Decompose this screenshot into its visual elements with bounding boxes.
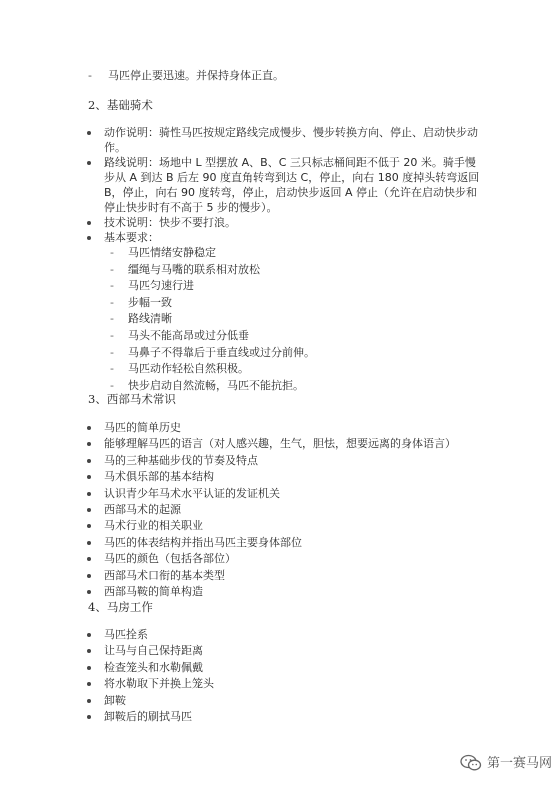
list-item-text: 路线说明：场地中 L 型摆放 A、B、C 三只标志桶间距不低于 20 米。骑手慢步从 A 到达 B 后左 90 度直角转弯到达 C，停止，向右 180 度掉头转弯返回 B，停止，向右 90 度转弯，停止，启动快步返回 A 停止（允许在启动快步和停止快步时有不高于 5 步的慢步）。 bbox=[104, 156, 480, 214]
bullet-icon bbox=[87, 131, 91, 135]
sub-list-item bbox=[110, 278, 484, 295]
sub-list-item bbox=[110, 295, 484, 312]
bullet-icon bbox=[87, 541, 91, 545]
sub-list-item bbox=[110, 361, 484, 378]
dash-marker: - bbox=[110, 295, 114, 309]
list-item bbox=[84, 568, 484, 584]
list-item bbox=[84, 155, 484, 215]
list-item bbox=[84, 125, 484, 155]
bullet-icon bbox=[87, 236, 91, 240]
sub-list-item bbox=[110, 328, 484, 345]
dash-marker: - bbox=[110, 279, 114, 293]
sub-list-item-text: 马匹情绪安静稳定 bbox=[128, 246, 216, 259]
bullet-icon bbox=[87, 699, 91, 703]
list-item-text: 将水勒取下并换上笼头 bbox=[104, 677, 214, 691]
bullet-icon bbox=[87, 557, 91, 561]
bullet-icon bbox=[87, 524, 91, 528]
dash-marker: - bbox=[110, 312, 114, 326]
list-item-text: 马匹的简单历史 bbox=[104, 421, 181, 434]
dash-marker: - bbox=[110, 328, 114, 342]
sub-list-item bbox=[110, 262, 484, 279]
list-item bbox=[84, 643, 484, 659]
list-item bbox=[84, 436, 484, 452]
watermark bbox=[460, 754, 552, 772]
section-heading-western-knowledge: 3、西部马术常识 bbox=[88, 392, 176, 406]
section-list-stable-work bbox=[84, 627, 484, 725]
list-item bbox=[84, 486, 484, 502]
list-item-text: 认识青少年马术水平认证的发证机关 bbox=[104, 486, 280, 500]
sub-list-item bbox=[110, 311, 484, 328]
bullet-icon bbox=[87, 682, 91, 686]
list-item-text: 基本要求： bbox=[104, 231, 159, 244]
sub-list-item-text: 马鼻子不得靠后于垂直线或过分前伸。 bbox=[128, 345, 315, 359]
sub-list-item bbox=[110, 345, 484, 362]
sub-list-item-text: 步幅一致 bbox=[128, 295, 172, 309]
list-item-text: 马匹停止要迅速。并保持身体正直。 bbox=[108, 69, 284, 82]
list-item-text: 马匹的体表结构并指出马匹主要身体部位 bbox=[104, 535, 302, 549]
section-list-western-knowledge bbox=[84, 420, 484, 600]
list-item-text: 检查笼头和水勒佩戴 bbox=[104, 660, 203, 674]
list-item-text: 马的三种基础步伐的节奏及特点 bbox=[104, 453, 258, 467]
bullet-icon bbox=[87, 475, 91, 479]
dash-marker: - bbox=[110, 378, 114, 392]
bullet-icon bbox=[87, 666, 91, 670]
sub-list-item-text: 马头不能高昂或过分低垂 bbox=[128, 328, 249, 342]
list-item-text: 马术俱乐部的基本结构 bbox=[104, 470, 214, 484]
list-item bbox=[84, 627, 484, 643]
list-item bbox=[84, 230, 484, 394]
list-item bbox=[84, 518, 484, 534]
bullet-icon bbox=[87, 633, 91, 637]
bullet-icon bbox=[87, 590, 91, 594]
sub-list-item-text: 马匹动作轻松自然积极。 bbox=[128, 362, 249, 376]
dash-marker: - bbox=[110, 345, 114, 359]
dash-marker: - bbox=[88, 69, 92, 82]
list-item-text: 动作说明：骑性马匹按规定路线完成慢步、慢步转换方向、停止、启动快步动作。 bbox=[104, 126, 478, 154]
bullet-icon bbox=[87, 492, 91, 496]
list-item bbox=[84, 584, 484, 600]
list-item bbox=[84, 693, 484, 709]
list-item-text: 西部马术口衔的基本类型 bbox=[104, 568, 225, 582]
sub-list-item bbox=[110, 245, 484, 262]
list-item-text: 让马与自己保持距离 bbox=[104, 644, 203, 658]
list-item bbox=[84, 535, 484, 551]
list-item bbox=[84, 660, 484, 676]
sub-list-item-text: 路线清晰 bbox=[128, 312, 172, 326]
section-heading-stable-work: 4、马房工作 bbox=[88, 600, 153, 614]
list-item-text: 马匹的颜色（包括各部位） bbox=[104, 552, 236, 566]
list-item bbox=[84, 551, 484, 567]
sub-list-item-text: 马匹匀速行进 bbox=[128, 279, 194, 293]
sub-list-item-text: 快步启动自然流畅，马匹不能抗拒。 bbox=[128, 378, 304, 392]
list-item bbox=[84, 420, 484, 436]
bullet-icon bbox=[87, 161, 91, 165]
list-item-text: 西部马鞍的简单构造 bbox=[104, 585, 203, 599]
list-item bbox=[84, 709, 484, 725]
bullet-icon bbox=[87, 508, 91, 512]
bullet-icon bbox=[87, 442, 91, 446]
list-item-text: 西部马术的起源 bbox=[104, 503, 181, 517]
section-heading-basic-riding: 2、基础骑术 bbox=[88, 98, 153, 112]
list-item bbox=[84, 215, 484, 230]
wechat-icon bbox=[460, 754, 482, 772]
list-item bbox=[84, 676, 484, 692]
sub-list-item-text: 缰绳与马嘴的联系相对放松 bbox=[128, 262, 260, 276]
bullet-icon bbox=[87, 574, 91, 578]
section-list-basic-riding bbox=[84, 125, 484, 394]
sub-list bbox=[104, 245, 484, 394]
list-item-text: 技术说明：快步不要打浪。 bbox=[104, 216, 236, 229]
list-item bbox=[84, 502, 484, 518]
list-item bbox=[84, 469, 484, 485]
bullet-icon bbox=[87, 426, 91, 430]
watermark-text: 第一赛马网 bbox=[486, 755, 552, 771]
dash-marker: - bbox=[110, 246, 114, 259]
list-item-text: 马匹拴系 bbox=[104, 628, 148, 641]
dash-marker: - bbox=[110, 362, 114, 376]
list-item-text: 能够理解马匹的语言（对人感兴趣，生气，胆怯，想要远离的身体语言） bbox=[104, 437, 456, 451]
list-item-text: 卸鞍后的刷拭马匹 bbox=[104, 710, 192, 724]
dash-marker: - bbox=[110, 262, 114, 276]
bullet-icon bbox=[87, 221, 91, 225]
bullet-icon bbox=[87, 459, 91, 463]
list-item-text: 马术行业的相关职业 bbox=[104, 519, 203, 533]
list-item-text: 卸鞍 bbox=[104, 693, 126, 707]
list-item bbox=[84, 453, 484, 469]
bullet-icon bbox=[87, 715, 91, 719]
bullet-icon bbox=[87, 649, 91, 653]
